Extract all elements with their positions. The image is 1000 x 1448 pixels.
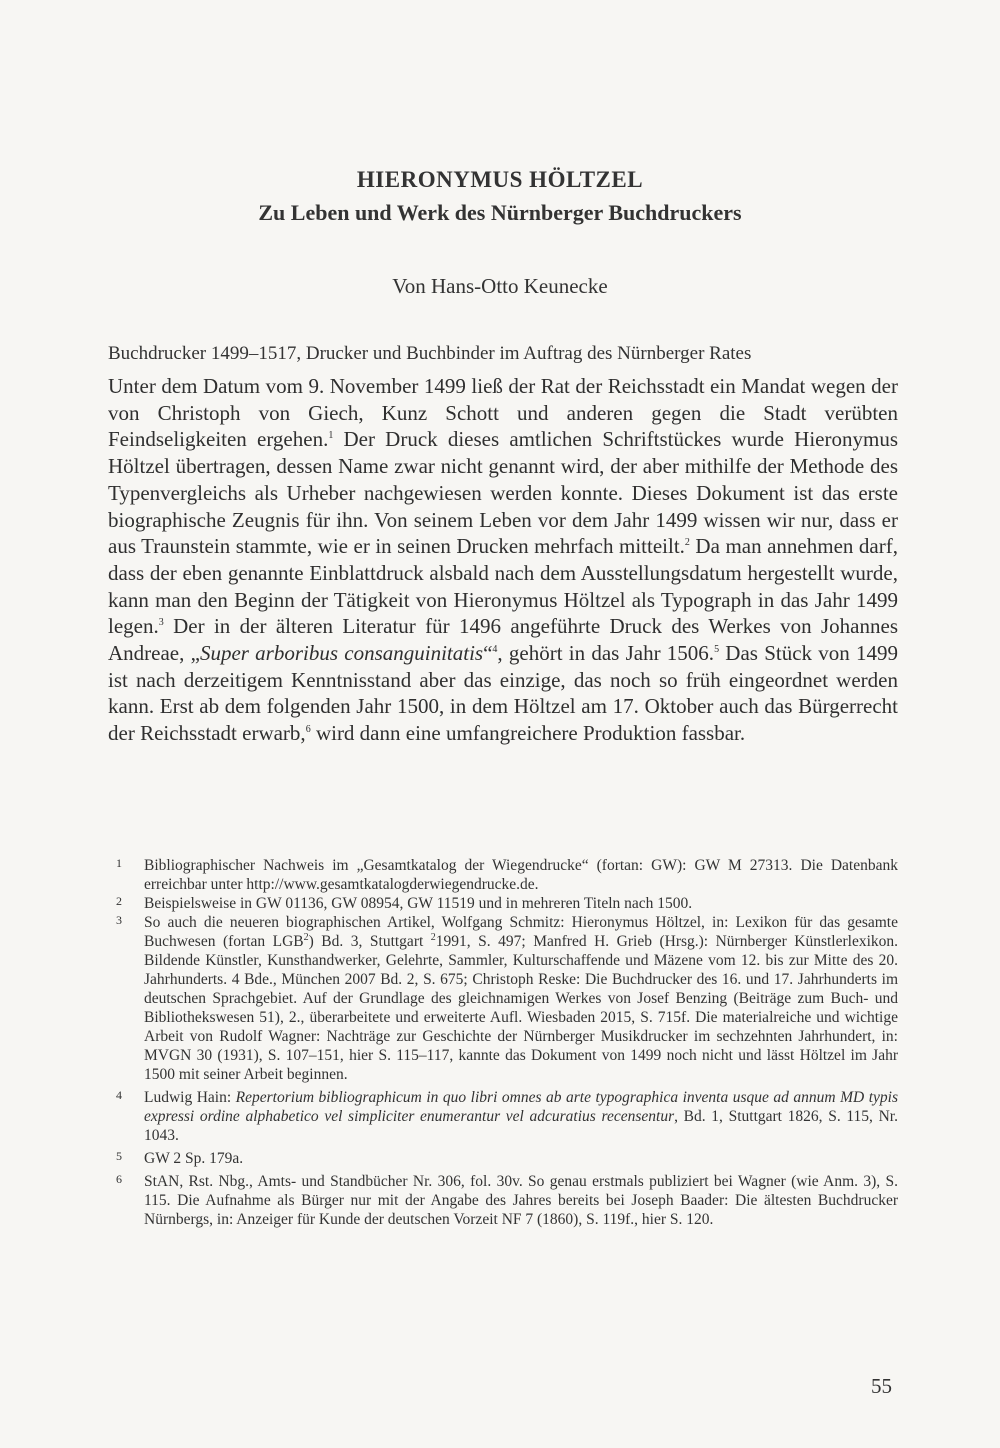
page-subtitle: Zu Leben und Werk des Nürnberger Buchdruckers	[258, 200, 742, 225]
footnote-text: Bibliographischer Nachweis im „Gesamtkatalog der Wiegendrucke“ (fortan: GW): GW M 27313. Die Datenbank erreichbar unter http://www.gesamtkatalogderwiegendrucke.de.	[144, 857, 898, 893]
footnote-ref[interactable]: 6	[305, 724, 311, 736]
footnote-superscript: 2	[303, 931, 309, 943]
section-heading: Buchdrucker 1499–1517, Drucker und Buchbinder im Auftrag des Nürnberger Rates	[108, 343, 752, 364]
footnote-number: 6	[116, 1172, 122, 1186]
footnote-text: Ludwig Hain:	[144, 1089, 236, 1106]
author-line: Von Hans-Otto Keunecke	[392, 274, 608, 298]
body-segment: wird dann eine umfangreichere Produktion fassbar.	[310, 721, 746, 746]
footnote-italic: Repertorium bibliographicum in quo libri omnes ab arte typographica inventa usque ad annum MD typis expressi ordine alphabetico vel simpliciter enumerantur vel adcuratius recensentur	[144, 1089, 898, 1125]
footnotes	[108, 856, 898, 1229]
footnote-ref[interactable]: 4	[492, 644, 498, 656]
body-segment: Der in der älteren Literatur für 1496 angeführte Druck des Werkes von Johannes Andreae, „	[108, 614, 898, 666]
footnote-text: StAN, Rst. Nbg., Amts- und Standbücher Nr. 306, fol. 30v. So genau erstmals publiziert bei Wagner (wie Anm. 3), S. 115. Die Aufnahme als Bürger nur mit der Angabe des Jahres bereits bei Joseph Baader: Die ältesten Buchdrucker Nürnbergs, in: Anzeiger für Kunde der deutschen Vorzeit NF 7 (1860), S. 119f., hier S. 120.	[144, 1173, 898, 1228]
footnote-superscript: 2	[430, 931, 436, 943]
footnote-number: 3	[116, 913, 122, 927]
body-segment: , gehört in das Jahr 1506.	[497, 641, 715, 666]
footnote-number: 5	[116, 1149, 122, 1163]
footnote-number: 2	[116, 894, 122, 908]
footnote-text: , Bd. 1, Stuttgart 1826, S. 115, Nr. 1043.	[144, 1108, 898, 1144]
body-text	[108, 373, 898, 747]
footnote-ref[interactable]: 2	[684, 537, 690, 549]
footnote-3	[108, 913, 898, 1084]
closing-quote: “	[483, 641, 493, 666]
italic-title: Super arboribus consanguinitatis	[199, 641, 484, 666]
footnote-5	[108, 1149, 898, 1168]
body-paragraph	[108, 373, 898, 747]
body-segment: Der Druck dieses amtlichen Schriftstückes wurde Hieronymus Höltzel übertragen, dessen Name zwar nicht genannt wird, der aber mithilfe der Methode des Typenvergleichs als Urheber nachgewiesen werden konnte. Dieses Dokument ist das erste biographische Zeugnis für ihn. Von seinem Leben vor dem Jahr 1499 wissen wir nur, dass er aus Traunstein stammte, wie er in seinen Drucken mehrfach mitteilt.	[108, 427, 898, 559]
footnote-text: 1991, S. 497; Manfred H. Grieb (Hrsg.): Nürnberger Künstlerlexikon. Bildende Künstler, Kunsthandwerker, Gelehrte, Sammler, Kulturschaffende und Mäzene vom 12. bis zur Mitte des 20. Jahrhunderts. 4 Bde., München 2007 Bd. 2, S. 675; Christoph Reske: Die Buchdrucker des 16. und 17. Jahrhunderts im deutschen Sprachgebiet. Auf der Grundlage des gleichnamigen Werkes von Josef Benzing (Beiträge zum Buch- und Bibliothekswesen 51), 2., überarbeitete und erweiterte Aufl. Wiesbaden 2015, S. 715f. Die materialreiche und wichtige Arbeit von Rudolf Wagner: Nachträge zur Geschichte der Nürnberger Musikdrucker im sechzehnten Jahrhundert, in: MVGN 30 (1931), S. 107–151, hier S. 115–117, kannte das Dokument von 1499 noch nicht und lässt Höltzel im Jahr 1500 mit seiner Arbeit beginnen.	[144, 933, 899, 1083]
footnote-number: 4	[116, 1088, 122, 1102]
footnote-4	[108, 1088, 898, 1145]
page-title: HIERONYMUS HÖLTZEL	[356, 167, 644, 192]
page-number: 55	[871, 1374, 892, 1398]
footnote-text: ) Bd. 3, Stuttgart	[308, 933, 431, 950]
footnote-2	[108, 894, 898, 913]
footnote-1	[108, 856, 898, 894]
footnote-text: So auch die neueren biographischen Artikel, Wolfgang Schmitz: Hieronymus Höltzel, in: Lexikon für das gesamte Buchwesen (fortan LGB	[144, 914, 898, 950]
footnote-text: GW 2 Sp. 179a.	[144, 1150, 244, 1167]
footnote-ref[interactable]: 5	[714, 644, 720, 656]
footnote-number: 1	[116, 856, 122, 870]
body-segment: Das Stück von 1499 ist nach derzeitigem Kenntnisstand aber das einzige, das noch so früh eingeordnet werden kann. Erst ab dem folgenden Jahr 1500, in dem Höltzel am 17. Oktober auch das Bürgerrecht der Reichsstadt erwarb,	[108, 641, 898, 746]
body-segment: Da man annehmen darf, dass der eben genannte Einblattdruck alsbald nach dem Ausstellungsdatum hergestellt wurde, kann man den Beginn der Tätigkeit von Hieronymus Höltzel als Typograph in das Jahr 1499 legen.	[108, 534, 898, 639]
footnote-ref[interactable]: 1	[328, 430, 334, 442]
footnote-6	[108, 1172, 898, 1229]
body-segment: Unter dem Datum vom 9. November 1499 ließ der Rat der Reichsstadt ein Mandat wegen der von Christoph von Giech, Kunz Schott und anderen gegen die Stadt verübten Feindseligkeiten ergehen.	[108, 374, 898, 452]
footnote-text: Beispielsweise in GW 01136, GW 08954, GW 11519 und in mehreren Titeln nach 1500.	[144, 895, 693, 912]
footnote-ref[interactable]: 3	[158, 617, 164, 629]
